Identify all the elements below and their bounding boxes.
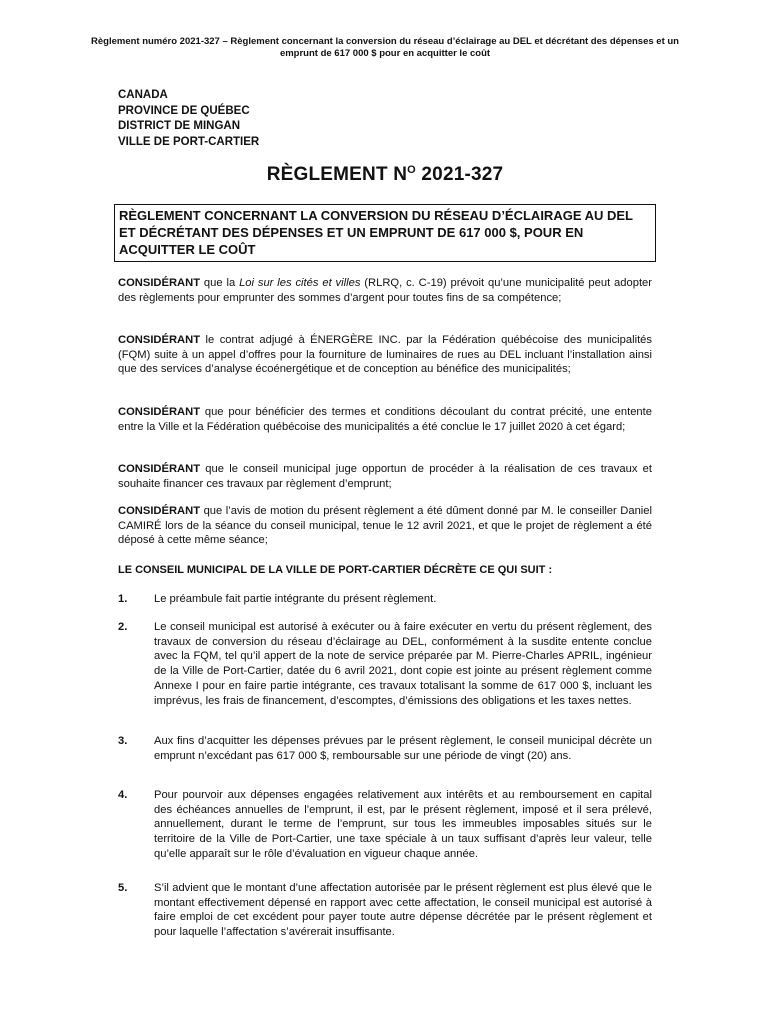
article-2 (118, 620, 652, 708)
considerant-3 (118, 405, 652, 434)
considerant-text: que l’avis de motion du présent règlement a été dûment donné par M. le conseiller Daniel CAMIRÉ lors de la séance du conseil municipal, tenue le 12 avril 2021, et que le projet de règlement a été déposé à cette même séance; (118, 505, 652, 547)
running-header: Règlement numéro 2021-327 – Règlement concernant la conversion du réseau d’éclairage au DEL et décrétant des dépenses et un emprunt de 617 000 $ pour en acquitter le coût (91, 36, 679, 59)
article-number: 4. (118, 789, 128, 801)
article-1 (118, 592, 652, 607)
considerant-5 (118, 504, 652, 548)
bylaw-title-sup: O (407, 164, 416, 176)
article-text: Pour pourvoir aux dépenses engagées relativement aux intérêts et au remboursement en capital des échéances annuelles de l’emprunt, il est, par le présent règlement, imposé et il sera prélevé, annuellement, durant le terme de l’emprunt, sur tous les immeubles imposables situés sur le territoire de la Ville de Port-Cartier, une taxe spéciale à un taux suffisant d’après leur valeur, telle qu’elle apparaît sur le rôle d’évaluation en vigueur chaque année. (154, 789, 652, 860)
article-4 (118, 788, 652, 862)
article-5 (118, 881, 652, 940)
address-country: CANADA (118, 89, 168, 101)
article-text: S’il advient que le montant d’une affectation autorisée par le présent règlement est plus élevé que le montant effectivement dépensé en rapport avec cette affectation, le conseil municipal est autorisé à faire emploi de cet excédent pour payer toute autre dépense décrétée par le présent règlement et pour laquelle l’affectation s’avérerait insuffisante. (154, 882, 652, 939)
address-city: VILLE DE PORT-CARTIER (118, 135, 260, 148)
considerant-law-title: Loi sur les cités et villes (239, 277, 361, 289)
considerant-1 (118, 276, 652, 305)
considerant-text: le contrat adjugé à ÉNERGÈRE INC. par la Fédération québécoise des municipalités (FQM) suite à un appel d’offres pour la fourniture de luminaires de rues au DEL incluant l’installation ainsi que des services d’analyse écoénergétique et de conception au bénéfice des municipalités; (118, 334, 652, 376)
article-text: Le préambule fait partie intégrante du présent règlement. (154, 593, 437, 605)
article-number: 2. (118, 621, 128, 633)
considerant-keyword: CONSIDÉRANT (118, 277, 201, 289)
article-number: 1. (118, 593, 128, 605)
article-text: Le conseil municipal est autorisé à exécuter ou à faire exécuter en vertu du présent règlement, des travaux de conversion du réseau d’éclairage au DEL, conformément à la susdite entente conclue avec la FQM, tel qu’il appert de la note de service préparée par M. Pierre-Charles APRIL, ingénieur de la Ville de Port-Cartier, datée du 6 avril 2021, dont copie est jointe au présent règlement comme Annexe I pour en faire partie intégrante, ces travaux totalisant la somme de 617 000 $, incluant les imprévus, les frais de financement, d’escomptes, d’émissions des obligations et les taxes nettes. (154, 621, 652, 707)
considerant-4 (118, 462, 652, 491)
considerant-keyword: CONSIDÉRANT (118, 463, 201, 475)
article-text: Aux fins d’acquitter les dépenses prévues par le présent règlement, le conseil municipal décrète un emprunt n’excédant pas 617 000 $, remboursable sur une période de vingt (20) ans. (154, 735, 652, 762)
bylaw-subtitle-box: RÈGLEMENT CONCERNANT LA CONVERSION DU RÉSEAU D’ÉCLAIRAGE AU DEL ET DÉCRÉTANT DES DÉPENSES ET UN EMPRUNT DE 617 000 $, POUR EN ACQUITTER LE COÛT (114, 204, 656, 262)
considerant-keyword: CONSIDÉRANT (118, 505, 201, 517)
address-province: PROVINCE DE QUÉBEC (118, 104, 250, 117)
article-3 (118, 734, 652, 763)
article-number: 5. (118, 882, 128, 894)
considerant-keyword: CONSIDÉRANT (118, 334, 201, 346)
considerant-text: que le conseil municipal juge opportun de procéder à la réalisation de ces travaux et souhaite financer ces travaux par règlement d’emprunt; (118, 463, 652, 490)
considerant-text: que pour bénéficier des termes et conditions découlant du contrat précité, une entente entre la Ville et la Fédération québécoise des municipalités a été conclue le 17 juillet 2020 à cet égard; (118, 406, 652, 433)
address-district: DISTRICT DE MINGAN (118, 120, 241, 132)
considerant-text-end: (RLRQ, c. C-19) prévoit qu’une municipalité peut adopter des règlements pour emprunter des sommes d’argent pour toutes fins de sa compétence; (118, 277, 652, 304)
bylaw-title-prefix: RÈGLEMENT N (266, 164, 408, 185)
bylaw-title (0, 164, 770, 186)
article-number: 3. (118, 735, 128, 747)
considerant-text: que la (200, 277, 240, 289)
considerant-keyword: CONSIDÉRANT (118, 406, 201, 418)
address-block (118, 88, 259, 150)
decree-statement: LE CONSEIL MUNICIPAL DE LA VILLE DE PORT-CARTIER DÉCRÈTE CE QUI SUIT : (118, 564, 553, 576)
considerant-2 (118, 333, 652, 377)
bylaw-title-number: 2021-327 (415, 164, 504, 185)
